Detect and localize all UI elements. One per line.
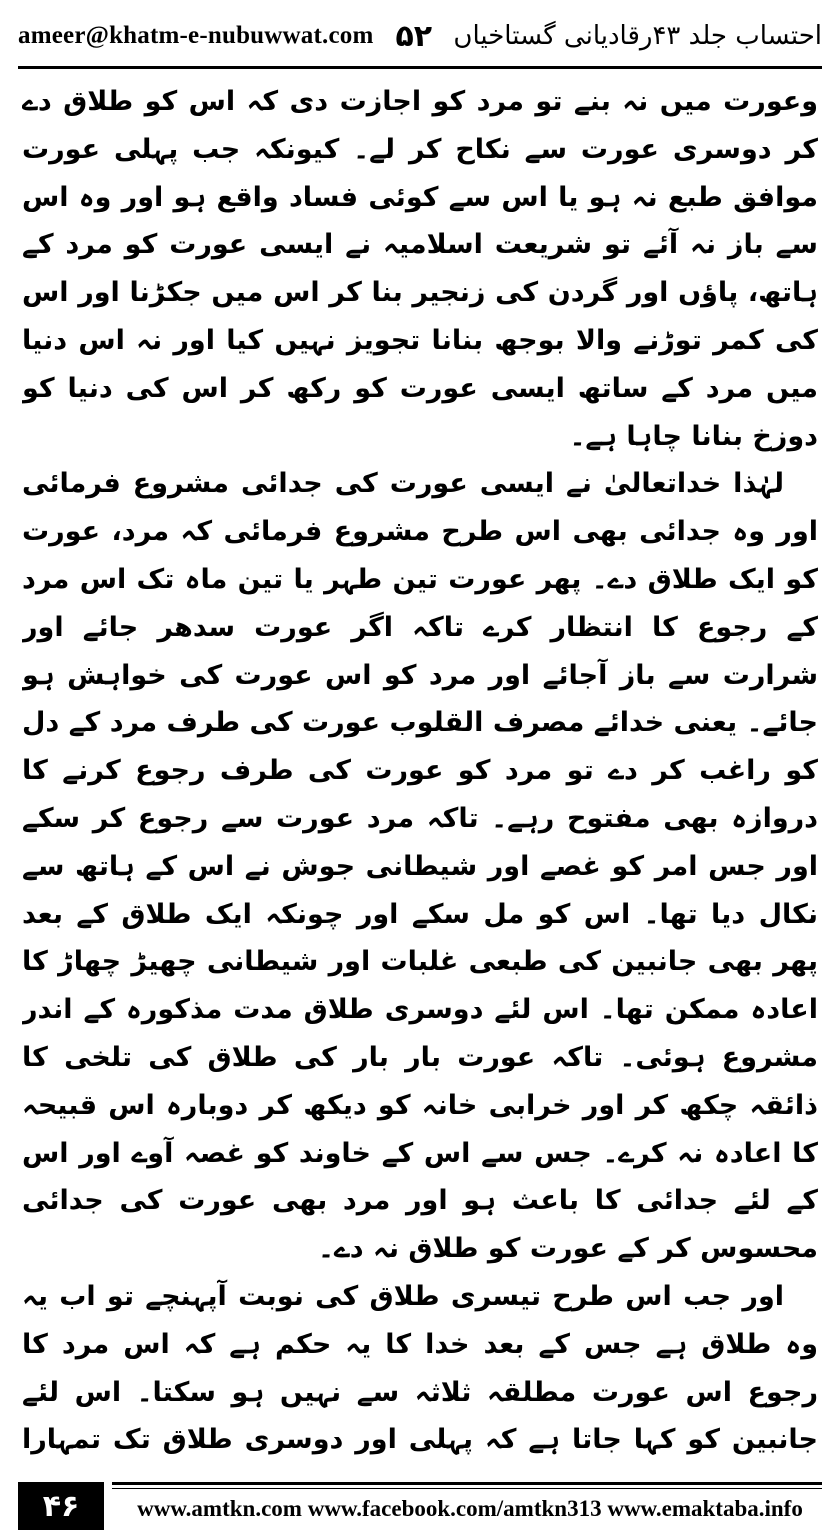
page-header: [18, 8, 822, 64]
page-footer: [18, 1482, 822, 1532]
footer-rule: [112, 1482, 822, 1485]
body-text: [22, 78, 818, 1468]
footer-rule-thin: [112, 1488, 822, 1489]
footer-websites: www.amtkn.com www.facebook.com/amtkn313 www.emaktaba.info: [137, 1496, 803, 1521]
header-page-number: ۵۲: [395, 18, 433, 54]
paragraph-1: وعورت میں نہ بنے تو مرد کو اجازت دی کہ اس کو طلاق دے کر دوسری عورت سے نکاح کر لے۔ کیونکہ جب پہلی عورت موافق طبع نہ ہو یا اس سے کوئی فساد واقع ہو اور وہ اس سے باز نہ آئے تو شریعت اسلامیہ نے ایسی عورت کو مرد کے ہاتھ، پاؤں اور گردن کی زنجیر بنا کر اس میں جکڑنا اور اس کی کمر توڑنے والا بوجھ بنانا تجویز نہیں کیا اور نہ اس دنیا میں مرد کے ساتھ ایسی عورت کو رکھ کر اس کی دنیا کو دوزخ بنانا چاہا ہے۔: [22, 86, 818, 452]
running-title: احتساب جلد ۴۳رقادیانی گستاخیاں: [453, 21, 822, 51]
header-left: [18, 19, 432, 54]
footer-page-number: ۴۶: [18, 1482, 104, 1530]
paragraph-2: لہٰذا خداتعالیٰ نے ایسی عورت کی جدائی مشروع فرمائی اور وہ جدائی بھی اس طرح مشروع فرمائی کہ مرد، عورت کو ایک طلاق دے۔ پھر عورت تین طہر یا تین ماہ تک اس مرد کے رجوع کا انتظار کرے تاکہ اگر عورت سدھر جائے اور شرارت سے باز آجائے اور مرد کو اس عورت کی خواہش ہو جائے۔ یعنی خدائے مصرف القلوب عورت کی طرف مرد کے دل کو راغب کر دے تو مرد کو عورت کی طرف رجوع کرنے کا دروازہ بھی مفتوح رہے۔ تاکہ مرد عورت سے رجوع کر سکے اور جس امر کو غصے اور شیطانی جوش نے اس کے ہاتھ سے نکال دیا تھا۔ اس کو مل سکے اور چونکہ ایک طلاق کے بعد پھر بھی جانبین کی طبعی غلبات اور شیطانی چھیڑ چھاڑ کا اعادہ ممکن تھا۔ اس لئے دوسری طلاق مدت مذکورہ کے اندر مشروع ہوئی۔ تاکہ عورت بار بار کی طلاق کی تلخی کا ذائقہ چکھ کر اور خرابی خانہ کو دیکھ کر دوبارہ اس قبیحہ کا اعادہ نہ کرے۔ جس سے اس کے خاوند کو غصہ آوے اور اس کے لئے جدائی کا باعث ہو اور مرد بھی عورت کی جدائی محسوس کر کے عورت کو طلاق نہ دے۔: [22, 468, 818, 1265]
header-email: ameer@khatm-e-nubuwwat.com: [18, 22, 374, 49]
header-rule: [18, 66, 822, 69]
paragraph-3: اور جب اس طرح تیسری طلاق کی نوبت آپہنچے تو اب یہ وہ طلاق ہے جس کے بعد خدا کا یہ حکم ہے کہ اس مرد کا رجوع اس عورت مطلقہ ثلاثہ سے نہیں ہو سکتا۔ اس لئے جانبین کو کہا جاتا ہے کہ پہلی اور دوسری طلاق تک تمہارا: [22, 1280, 818, 1456]
